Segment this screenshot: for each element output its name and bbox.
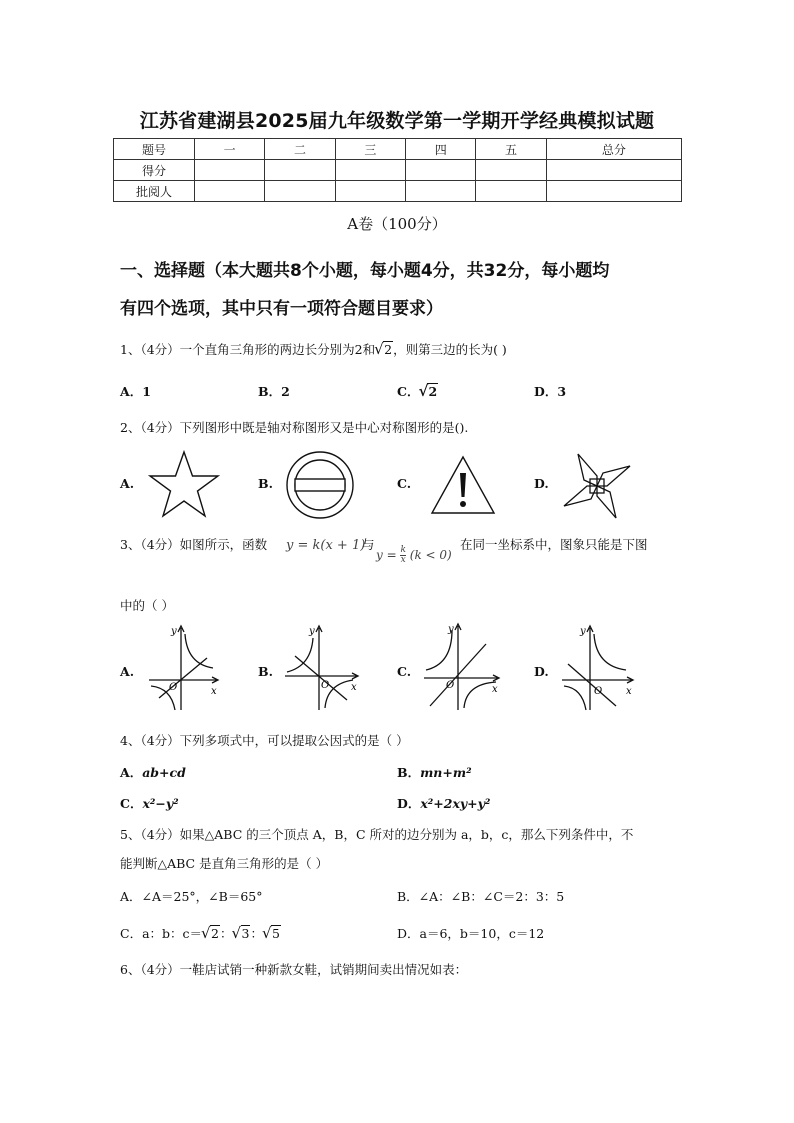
q3-option-c-label[interactable]: C. <box>397 664 412 679</box>
svg-text:y: y <box>448 624 454 635</box>
formula-inverse: y = $\frac{k}{x}$ (k < 0) <box>376 545 452 565</box>
svg-text:x: x <box>351 682 357 693</box>
graph-option-d <box>560 622 640 714</box>
q2-option-b-label[interactable]: B. <box>258 476 273 491</box>
question-3-prefix: 3、（4分）如图所示，函数 <box>120 537 268 552</box>
page-title: 江苏省建湖县2025届九年级数学第一学期开学经典模拟试题 <box>139 110 655 132</box>
sqrt-expression: √ 2 <box>375 342 393 357</box>
q1-option-a[interactable]: A．1 <box>120 384 151 399</box>
question-1-prefix: 1、（4分）一个直角三角形的两边长分别为2和 <box>120 342 376 357</box>
q4-option-c[interactable]: C．x²−y² <box>120 796 179 811</box>
svg-text:x: x <box>492 684 498 695</box>
svg-text:O: O <box>169 682 178 693</box>
sqrt-expression: √ 2 <box>202 926 220 941</box>
svg-text:x: x <box>626 686 632 697</box>
q3-option-d-label[interactable]: D. <box>534 664 549 679</box>
question-5-line2: 能判断△ABC 是直角三角形的是（ ） <box>120 856 329 871</box>
section-heading-line1: 一、选择题（本大题共8个小题，每小题4分，共32分，每小题均 <box>120 261 610 281</box>
section-heading-line2: 有四个选项，其中只有一项符合题目要求） <box>120 299 443 319</box>
sqrt-expression: √ 2 <box>419 384 438 399</box>
q3-option-b-label[interactable]: B. <box>258 664 273 679</box>
score-table-row <box>114 160 682 181</box>
star-figure <box>147 450 221 520</box>
svg-text:O: O <box>446 680 455 691</box>
svg-text:O: O <box>594 686 603 697</box>
question-6: 6、（4分）一鞋店试销一种新款女鞋，试销期间卖出情况如表： <box>120 962 468 977</box>
score-cell[interactable] <box>476 181 546 202</box>
question-3-suffix: 在同一坐标系中，图象只能是下图 <box>460 537 648 552</box>
score-cell[interactable] <box>476 160 546 181</box>
sqrt-expression: √ 5 <box>263 926 281 941</box>
graph-option-a <box>145 622 225 714</box>
score-cell[interactable] <box>406 181 476 202</box>
question-3-line2: 中的（ ） <box>120 598 174 613</box>
score-table-header-cell: 总分 <box>546 139 681 160</box>
q3-option-a-label[interactable]: A. <box>120 664 135 679</box>
question-2: 2、（4分）下列图形中既是轴对称图形又是中心对称图形的是(). <box>120 420 469 435</box>
score-table-row-label: 得分 <box>114 160 195 181</box>
score-cell[interactable] <box>546 160 681 181</box>
score-table-header-cell: 三 <box>335 139 405 160</box>
question-3-mid: 与 <box>362 537 375 552</box>
score-cell[interactable] <box>406 160 476 181</box>
q2-option-c-label[interactable]: C. <box>397 476 412 491</box>
q4-option-d[interactable]: D．x²+2xy+y² <box>397 796 491 811</box>
q4-option-b[interactable]: B．mn+m² <box>397 765 472 780</box>
score-table-header-row <box>114 139 682 160</box>
score-cell[interactable] <box>265 160 335 181</box>
q4-option-a[interactable]: A．ab+cd <box>120 765 186 780</box>
score-cell[interactable] <box>335 181 405 202</box>
svg-text:x: x <box>211 686 217 697</box>
score-cell[interactable] <box>195 181 265 202</box>
q5-option-d[interactable]: D．a＝6，b＝10，c＝12 <box>397 926 545 941</box>
q2-option-d-label[interactable]: D. <box>534 476 549 491</box>
q5-option-c[interactable]: C．a：b：c＝√ 2：√ 3：√ 5 <box>120 924 281 942</box>
question-1-suffix: ，则第三边的长为( ) <box>393 342 507 357</box>
q1-option-d[interactable]: D．3 <box>534 384 567 399</box>
score-table-header-cell: 四 <box>406 139 476 160</box>
q5-option-b[interactable]: B．∠A：∠B：∠C＝2：3：5 <box>397 889 565 904</box>
svg-text:y: y <box>580 626 586 637</box>
volume-heading: A卷（100分） <box>347 215 447 233</box>
score-cell[interactable] <box>546 181 681 202</box>
question-4: 4、（4分）下列多项式中，可以提取公因式的是（ ） <box>120 733 409 748</box>
question-5-line1: 5、（4分）如果△ABC 的三个顶点 A，B，C 所对的边分别为 a，b，c，那么下列条件中，不 <box>120 827 634 842</box>
svg-text:y: y <box>171 626 177 637</box>
score-table-row <box>114 181 682 202</box>
svg-text:O: O <box>321 680 330 691</box>
graph-option-c <box>420 620 504 714</box>
sqrt-expression: √ 3 <box>233 926 251 941</box>
score-table <box>113 138 682 202</box>
score-cell[interactable] <box>265 181 335 202</box>
graph-option-b <box>283 622 363 714</box>
warning-triangle-figure <box>430 455 496 515</box>
q2-option-a-label[interactable]: A. <box>120 476 135 491</box>
score-table-header-cell: 题号 <box>114 139 195 160</box>
score-table-row-label: 批阅人 <box>114 181 195 202</box>
score-table-header-cell: 一 <box>195 139 265 160</box>
score-cell[interactable] <box>195 160 265 181</box>
question-1 <box>120 340 507 358</box>
score-cell[interactable] <box>335 160 405 181</box>
circle-bar-figure <box>285 450 355 520</box>
formula-linear: y = k(x + 1) <box>286 538 366 553</box>
score-table-header-cell: 五 <box>476 139 546 160</box>
q1-option-c[interactable]: C．√ 2 <box>397 382 438 400</box>
score-table-header-cell: 二 <box>265 139 335 160</box>
q1-option-b[interactable]: B．2 <box>258 384 290 399</box>
pinwheel-figure <box>560 450 634 522</box>
q5-option-a[interactable]: A．∠A＝25°，∠B＝65° <box>120 889 263 904</box>
svg-text:y: y <box>309 626 315 637</box>
